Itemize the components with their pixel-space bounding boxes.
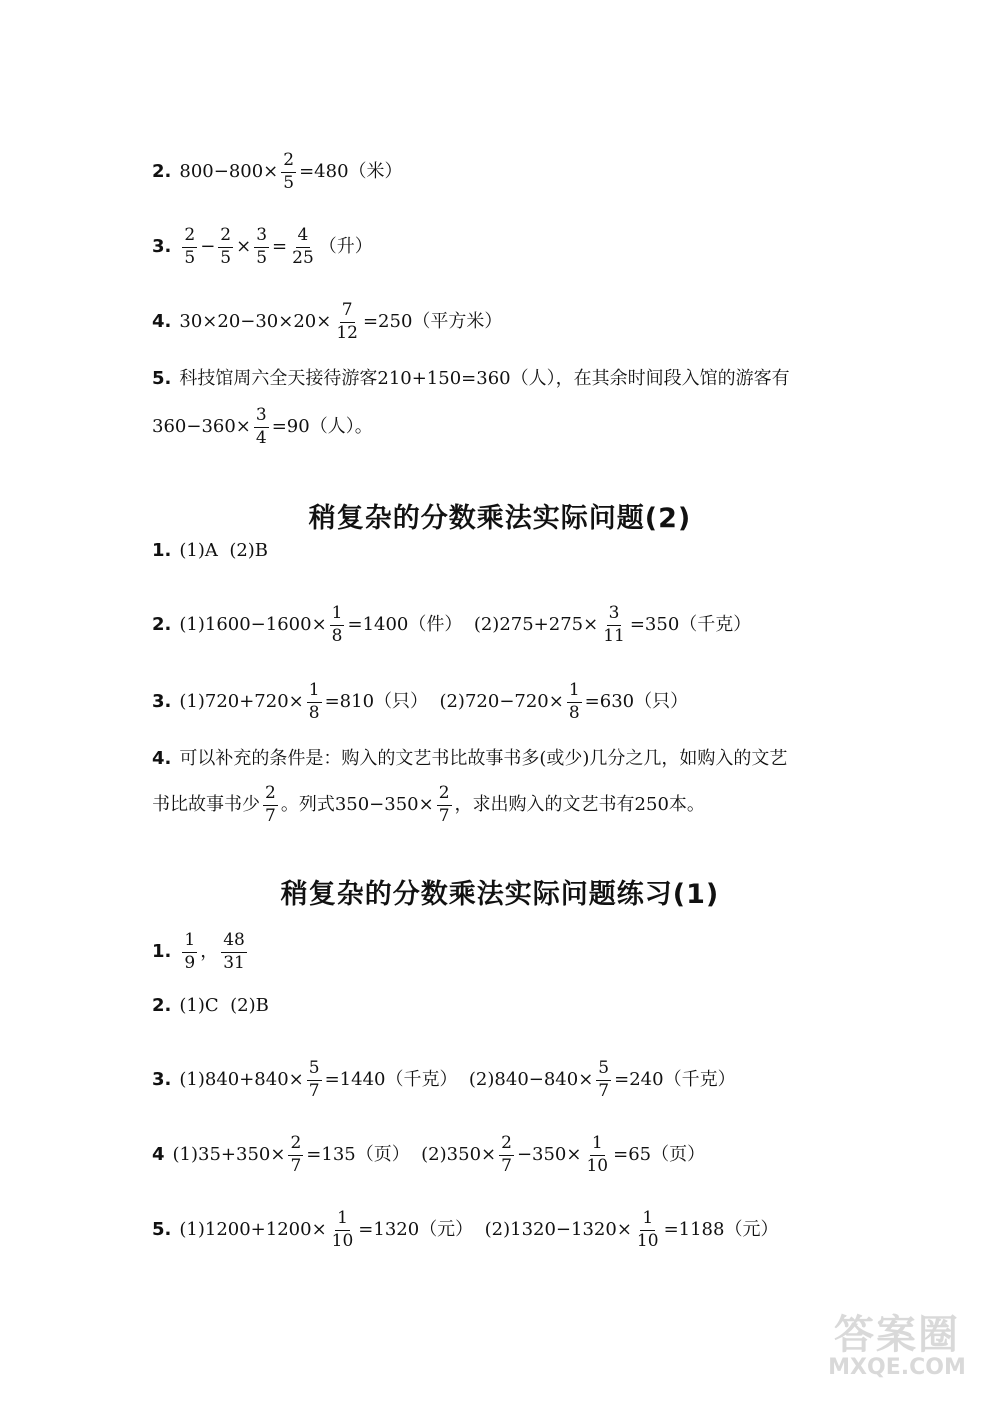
item-number: 5.	[152, 1219, 172, 1241]
expression-text: =1440（千克） (2)840−840×	[324, 1069, 594, 1091]
answer-line	[152, 682, 880, 723]
fraction-numerator: 1	[335, 1210, 350, 1231]
fraction-denominator: 8	[331, 625, 343, 646]
item-number: 3.	[152, 1069, 172, 1091]
item-number: 4	[152, 1144, 165, 1166]
expression-text: (1)1600−1600×	[179, 614, 327, 636]
fraction-denominator: 9	[184, 952, 196, 973]
watermark-en: MXQE.COM	[828, 1355, 966, 1380]
fraction-denominator: 11	[603, 625, 625, 646]
fraction-denominator: 5	[283, 172, 295, 193]
answer-line	[152, 932, 880, 973]
watermark-cn: 答案圈	[834, 1312, 960, 1358]
fraction	[567, 682, 582, 723]
section-heading: 稍复杂的分数乘法实际问题练习(1)	[280, 879, 720, 910]
fraction-denominator: 4	[255, 427, 267, 448]
answer-line	[152, 997, 880, 1015]
expression-text: 。列式350−350×	[280, 794, 434, 816]
watermark-logo	[822, 1312, 972, 1395]
answer-line	[152, 785, 880, 826]
answer-line	[152, 302, 880, 343]
fraction-numerator: 3	[254, 407, 269, 428]
fraction	[290, 227, 316, 268]
expression-text: =630（只）	[584, 691, 689, 713]
expression-text: =1320（元） (2)1320−1320×	[358, 1219, 632, 1241]
fraction	[281, 152, 296, 193]
fraction-denominator: 8	[308, 702, 320, 723]
expression-text: 360−360×	[152, 416, 251, 438]
fraction	[307, 1060, 322, 1101]
expression-text: =90（人）。	[271, 416, 373, 438]
answer-line	[152, 1210, 880, 1251]
fraction-denominator: 5	[256, 247, 268, 268]
item-number: 1.	[152, 540, 172, 561]
fraction	[254, 227, 269, 268]
fraction-denominator: 7	[598, 1080, 610, 1101]
answer-line	[152, 1060, 880, 1101]
fraction	[635, 1210, 661, 1251]
expression-text: −350×	[516, 1144, 582, 1166]
fraction-numerator: 1	[590, 1135, 605, 1156]
item-number: 4.	[152, 311, 172, 333]
expression-text: ，求出购入的文艺书有250本。	[454, 794, 705, 816]
answer-line	[152, 227, 880, 268]
fraction-denominator: 7	[501, 1155, 512, 1176]
fraction	[437, 785, 452, 826]
answer-line	[152, 605, 880, 646]
fraction	[330, 605, 345, 646]
fraction-denominator: 5	[220, 247, 232, 268]
fraction-numerator: 1	[330, 605, 345, 626]
expression-text: =1400（件） (2)275+275×	[347, 614, 599, 636]
item-number: 2.	[152, 995, 172, 1016]
fraction	[330, 1210, 356, 1251]
fraction	[307, 682, 322, 723]
answer-line	[152, 152, 880, 193]
expression-text: =350（千克）	[629, 614, 752, 636]
item-number: 1.	[152, 941, 172, 963]
expression-text: 30×20−30×20×	[179, 311, 332, 333]
fraction-numerator: 48	[221, 932, 247, 953]
item-number: 2.	[152, 161, 172, 183]
fraction-denominator: 5	[184, 247, 196, 268]
fraction-denominator: 8	[568, 702, 580, 723]
fraction	[221, 932, 247, 973]
answer-line	[152, 750, 880, 768]
fraction	[499, 1135, 514, 1176]
fraction-numerator: 2	[499, 1135, 514, 1156]
item-number: 3.	[152, 236, 172, 258]
fraction	[334, 302, 360, 343]
expression-text: (1)C (2)B	[179, 995, 269, 1016]
answer-line	[152, 370, 880, 388]
fraction-numerator: 5	[596, 1060, 611, 1081]
expression-text: (1)1200+1200×	[179, 1219, 327, 1241]
expression-text: 书比故事书少	[152, 794, 260, 816]
expression-text: （升）	[318, 236, 373, 258]
expression-text: −	[200, 236, 216, 258]
fraction-numerator: 2	[288, 1135, 303, 1156]
expression-text: (1)A (2)B	[179, 540, 269, 561]
fraction-numerator: 2	[281, 152, 296, 173]
fraction	[288, 1135, 303, 1176]
fraction-denominator: 7	[308, 1080, 320, 1101]
fraction-denominator: 12	[336, 322, 358, 343]
fraction-numerator: 1	[567, 682, 582, 703]
expression-text: 800−800×	[179, 161, 279, 183]
expression-text: =240（千克）	[614, 1069, 736, 1091]
fraction-numerator: 2	[437, 785, 452, 806]
fraction-denominator: 10	[636, 1230, 659, 1251]
expression-text: 科技馆周六全天接待游客210+150=360（人），在其余时间段入馆的游客有	[179, 368, 790, 389]
fraction	[182, 227, 197, 268]
fraction-numerator: 3	[254, 227, 269, 248]
fraction	[263, 785, 278, 826]
fraction	[584, 1135, 610, 1176]
expression-text: =	[272, 236, 288, 258]
fraction-denominator: 7	[290, 1155, 302, 1176]
fraction-numerator: 1	[640, 1210, 655, 1231]
fraction-denominator: 7	[438, 805, 450, 826]
fraction-denominator: 10	[586, 1155, 609, 1176]
expression-text: =65（页）	[613, 1144, 706, 1166]
expression-text: =250（平方米）	[362, 311, 503, 333]
expression-text: =135（页） (2)350×	[306, 1144, 497, 1166]
expression-text: ×	[236, 236, 252, 258]
fraction-denominator: 7	[265, 805, 276, 826]
fraction	[218, 227, 233, 268]
fraction-denominator: 25	[292, 247, 314, 268]
fraction	[596, 1060, 611, 1101]
expression-text: ，	[200, 941, 219, 963]
item-number: 5.	[152, 368, 172, 389]
fraction-denominator: 31	[223, 952, 245, 973]
answer-line	[152, 407, 880, 448]
fraction-denominator: 10	[331, 1230, 354, 1251]
fraction-numerator: 2	[218, 227, 233, 248]
answer-line	[152, 1135, 880, 1176]
fraction	[254, 407, 269, 448]
fraction-numerator: 2	[182, 227, 197, 248]
expression-text: 可以补充的条件是：购入的文艺书比故事书多(或少)几分之几，如购入的文艺	[179, 748, 788, 769]
fraction-numerator: 7	[340, 302, 355, 323]
fraction-numerator: 3	[607, 605, 622, 626]
expression-text: (1)35+350×	[172, 1144, 286, 1166]
fraction-numerator: 5	[307, 1060, 322, 1081]
fraction-numerator: 4	[296, 227, 311, 248]
item-number: 3.	[152, 691, 172, 713]
expression-text: =480（米）	[299, 161, 403, 183]
section-heading: 稍复杂的分数乘法实际问题(2)	[308, 503, 692, 534]
expression-text: (1)840+840×	[179, 1069, 304, 1091]
fraction	[182, 932, 197, 973]
fraction-numerator: 1	[307, 682, 322, 703]
fraction	[601, 605, 627, 646]
expression-text: =810（只） (2)720−720×	[324, 691, 564, 713]
fraction-numerator: 1	[182, 932, 197, 953]
answer-line	[152, 542, 880, 560]
expression-text: =1188（元）	[663, 1219, 779, 1241]
item-number: 2.	[152, 614, 172, 636]
expression-text: (1)720+720×	[179, 691, 304, 713]
fraction-numerator: 2	[263, 785, 278, 806]
item-number: 4.	[152, 748, 172, 769]
